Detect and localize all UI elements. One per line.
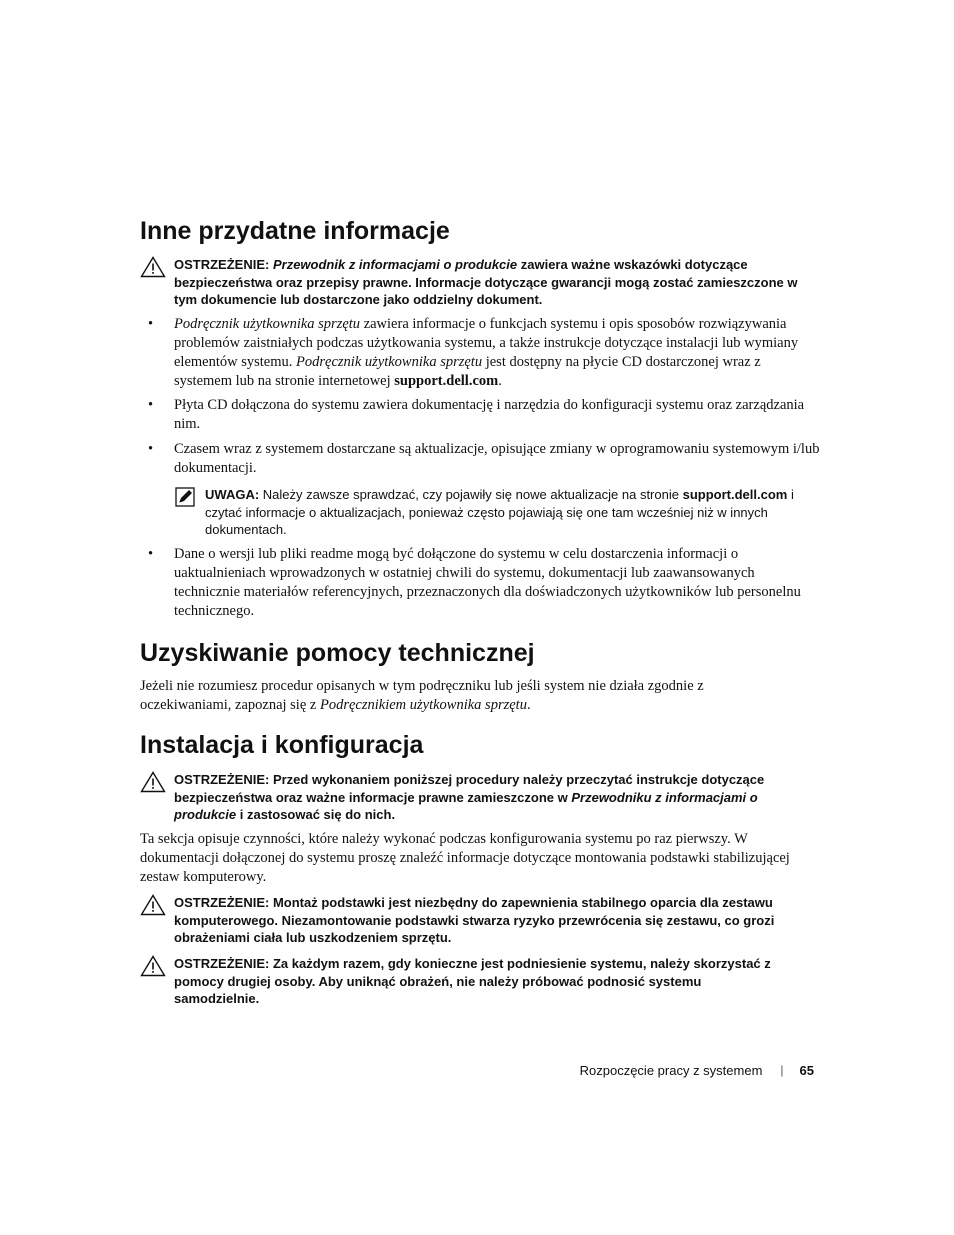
- warning-triangle-icon: [140, 894, 166, 916]
- warning-body: zawiera ważne wskazówki dotyczące bezpieczeństwa oraz przepisy prawne. Informacje dotyczące gwarancji mogą zostać zamieszczone w tym dokumencie lub dostarczone jako oddzielny dokument.: [174, 257, 798, 307]
- list-item: [140, 396, 820, 434]
- text-run: Przed wykonaniem poniższej procedury należy przeczytać instrukcje dotyczące bezpieczeństwa oraz ważne informacje prawne zamieszczone w: [174, 772, 765, 805]
- warning-triangle-icon: [140, 771, 166, 793]
- warning-italic: Przewodnik z informacjami o produkcie: [272, 257, 518, 272]
- note-block: [173, 486, 818, 539]
- warning-label: OSTRZEŻENIE:: [174, 257, 270, 272]
- text-run: zawiera informacje o funkcjach systemu i opis sposobów rozwiązywania problemów zaistniałych podczas użytkowania systemu, a także instrukcje dotyczące instalacji lub wymiany elementów systemu.: [174, 316, 799, 370]
- warning-text: [174, 771, 780, 824]
- list-item-text: Czasem wraz z systemem dostarczane są aktualizacje, opisujące zmiany w oprogramowaniu systemowym i/lub dokumentacji.: [174, 441, 820, 476]
- support-paragraph: [140, 677, 740, 715]
- italic-title: Przewodniku z informacjami o produkcie: [174, 789, 758, 822]
- bullet-marker: •: [148, 316, 154, 332]
- support-link[interactable]: support.dell.com: [682, 487, 788, 502]
- text-run: Montaż podstawki jest niezbędny do zapewnienia stabilnego oparcia dla zestawu komputerowego. Niezamontowanie podstawki stwarza ryzyko przewrócenia się zestawu, co grozi obrażeniami ciała lub uszkodzeniem sprzętu.: [174, 895, 775, 945]
- warning-block: [140, 256, 820, 309]
- warning-triangle-icon: [140, 256, 166, 278]
- list-item: [140, 545, 820, 621]
- setup-paragraph: Ta sekcja opisuje czynności, które należy wykonać podczas konfigurowania systemu po raz pierwszy. W dokumentacji dołączonej do systemu proszę znaleźć informacje dotyczące montowania podstawki stabilizującej zestaw komputerowy.: [140, 831, 790, 885]
- warning-label: OSTRZEŻENIE:: [174, 956, 270, 971]
- note-text: [205, 486, 818, 539]
- list-item: [140, 440, 820, 478]
- italic-title: Podręcznik użytkownika sprzętu: [174, 316, 361, 332]
- bullet-marker: •: [148, 397, 154, 413]
- text-run: jest dostępny na płycie CD dostarczonej wraz z systemem lub na stronie internetowej: [174, 354, 761, 389]
- bullet-marker: •: [148, 546, 154, 562]
- text-run: i czytać informacje o aktualizacjach, ponieważ często pojawiają się one tam wcześniej niż w innych dokumentach.: [205, 487, 794, 537]
- warning-text: [174, 256, 820, 309]
- text-run: Za każdym razem, gdy konieczne jest podniesienie systemu, należy skorzystać z pomocy drugiej osoby. Aby uniknąć obrażeń, nie należy próbować podnosić systemu samodzielnie.: [174, 956, 771, 1006]
- page-footer: [580, 1062, 814, 1079]
- text-run: Należy zawsze sprawdzać, czy pojawiły się nowe aktualizacje na stronie: [259, 487, 683, 502]
- list-item-text: [174, 315, 820, 391]
- note-label: UWAGA:: [205, 487, 260, 502]
- warning-block: [140, 771, 780, 824]
- text-run: .: [498, 373, 502, 389]
- support-link[interactable]: support.dell.com: [394, 373, 499, 389]
- footer-separator: |: [780, 1063, 784, 1077]
- note-pencil-icon: [175, 487, 195, 507]
- warning-block: [140, 894, 790, 947]
- text-run: .: [526, 697, 531, 713]
- bullet-marker: •: [148, 441, 154, 457]
- text-run: Jeżeli nie rozumiesz procedur opisanych w tym podręczniku lub jeśli system nie działa zgodnie z oczekiwaniami, zapoznaj się z: [140, 678, 704, 713]
- list-item-text: Dane o wersji lub pliki readme mogą być dołączone do systemu w celu dostarczenia informacji o uaktualnieniach wprowadzonych w ostatniej chwili do systemu, dokumentacji lub zaawansowanych technicznie materiałów referencyjnych, przeznaczonych dla doświadczonych użytkowników lub personelnu technicznego.: [174, 546, 801, 619]
- list-item-text: Płyta CD dołączona do systemu zawiera dokumentację i narzędzia do konfiguracji systemu oraz zarządzania nim.: [174, 397, 805, 432]
- italic-title: Podręcznikiem użytkownika sprzętu: [319, 697, 527, 713]
- warning-text: [174, 894, 790, 947]
- footer-title: Rozpoczęcie pracy z systemem: [579, 1063, 763, 1078]
- page-number: 65: [799, 1063, 814, 1078]
- warning-block: [140, 955, 790, 1008]
- list-item: [140, 315, 820, 391]
- section-heading-setup: Instalacja i konfiguracja: [140, 731, 424, 759]
- italic-title: Podręcznik użytkownika sprzętu: [296, 354, 483, 370]
- section-heading-support: Uzyskiwanie pomocy technicznej: [140, 639, 535, 667]
- warning-text: [174, 955, 790, 1008]
- warning-label: OSTRZEŻENIE:: [174, 772, 270, 787]
- text-run: i zastosować się do nich.: [236, 807, 396, 822]
- section-heading-other-info: Inne przydatne informacje: [140, 217, 450, 245]
- warning-label: OSTRZEŻENIE:: [174, 895, 270, 910]
- warning-triangle-icon: [140, 955, 166, 977]
